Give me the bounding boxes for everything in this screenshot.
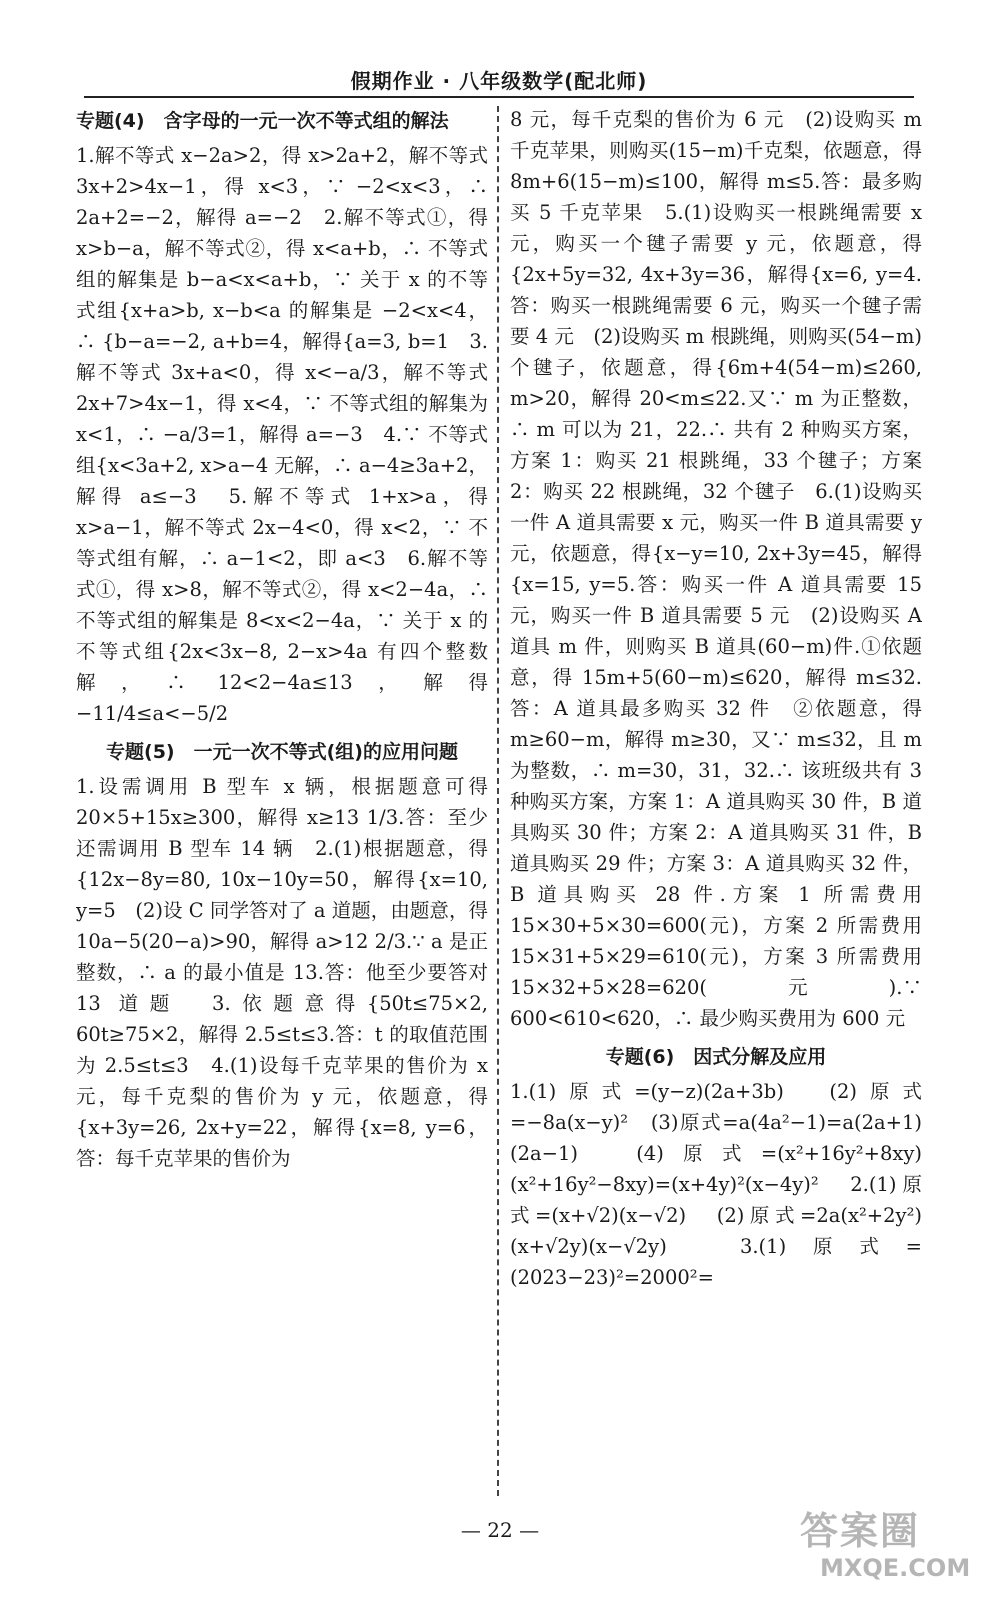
watermark-url: MXQE.COM xyxy=(820,1554,971,1582)
right-column xyxy=(510,104,922,1489)
watermark-logo-text: 答案圈 xyxy=(800,1509,921,1553)
section-5-body: 1.设需调用 B 型车 x 辆，根据题意可得 20×5+15x≥300，解得 x≥13 1/3.答：至少还需调用 B 型车 14 辆 2.(1)根据题意，得{12x−8y=80, 10x−10y=50，解得{x=10, y=5 (2)设 C 同学答对了 a 道题，由题意，得 10a−5(20−a)>90，解得 a>12 2/3.∵ a 是正整数，∴ a 的最小值是 13.答：他至少要答对 13 道题 3.依题意得{50t≤75×2, 60t≥75×2，解得 2.5≤t≤3.答：t 的取值范围为 2.5≤t≤3 4.(1)设每千克苹果的售价为 x 元，每千克梨的售价为 y 元，依题意，得{x+3y=26, 2x+y=22，解得{x=8, y=6，答：每千克苹果的售价为 xyxy=(76,775,488,1170)
header-title: 假期作业 · 八年级数学(配北师) xyxy=(350,69,648,93)
page-number: — 22 — xyxy=(460,1518,540,1542)
section-title-6: 专题(6) 因式分解及应用 xyxy=(605,1046,827,1068)
section-4-body: 1.解不等式 x−2a>2，得 x>2a+2，解不等式 3x+2>4x−1，得 x<3，∵ −2<x<3，∴ 2a+2=−2，解得 a=−2 2.解不等式①，得 x>b−a，解不等式②，得 x<a+b，∴ 不等式组的解集是 b−a<x<a+b，∵ 关于 x 的不等式组{x+a>b, x−b<a 的解集是 −2<x<4，∴ {b−a=−2, a+b=4，解得{a=3, b=1 3.解不等式 3x+a<0，得 x<−a/3，解不等式 2x+7>4x−1，得 x<4，∵ 不等式组的解集为 x<1，∴ −a/3=1，解得 a=−3 4.∵ 不等式组{x<3a+2, x>a−4 无解，∴ a−4≥3a+2，解得 a≤−3 5.解不等式 1+x>a，得 x>a−1，解不等式 2x−4<0，得 x<2，∵ 不等式组有解，∴ a−1<2，即 a<3 6.解不等式①，得 x>8，解不等式②，得 x<2−4a，∴ 不等式组的解集是 8<x<2−4a，∵ 关于 x 的不等式组{2x<3x−8, 2−x>4a 有四个整数解，∴ 12<2−4a≤13，解得 −11/4≤a<−5/2 xyxy=(76,144,488,725)
column-divider xyxy=(497,106,499,1496)
section-title-4: 专题(4) 含字母的一元一次不等式组的解法 xyxy=(76,110,449,132)
left-column xyxy=(76,104,488,1489)
section-5-continued-body: 8 元，每千克梨的售价为 6 元 (2)设购买 m 千克苹果，则购买(15−m)千克梨，依题意，得 8m+6(15−m)≤100，解得 m≤5.答：最多购买 5 千克苹果 5.(1)设购买一根跳绳需要 x 元，购买一个毽子需要 y 元，依题意，得{2x+5y=32, 4x+3y=36，解得{x=6, y=4.答：购买一根跳绳需要 6 元，购买一个毽子需要 4 元 (2)设购买 m 根跳绳，则购买(54−m)个毽子，依题意，得{6m+4(54−m)≤260, m>20，解得 20<m≤22.又∵ m 为正整数，∴ m 可以为 21，22.∴ 共有 2 种购买方案，方案 1：购买 21 根跳绳，33 个毽子；方案 2：购买 22 根跳绳，32 个毽子 6.(1)设购买一件 A 道具需要 x 元，购买一件 B 道具需要 y 元，依题意，得{x−y=10, 2x+3y=45，解得{x=15, y=5.答：购买一件 A 道具需要 15 元，购买一件 B 道具需要 5 元 (2)设购买 A 道具 m 件，则购买 B 道具(60−m)件.①依题意，得 15m+5(60−m)≤620，解得 m≤32.答：A 道具最多购买 32 件 ②依题意，得 m≥60−m，解得 m≥30，又∵ m≤32，且 m 为整数，∴ m=30，31，32.∴ 该班级共有 3 种购买方案，方案 1：A 道具购买 30 件，B 道具购买 30 件；方案 2：A 道具购买 31 件，B 道具购买 29 件；方案 3：A 道具购买 32 件，B 道具购买 28 件.方案 1 所需费用 15×30+5×30=600(元)，方案 2 所需费用 15×31+5×29=610(元)，方案 3 所需费用 15×32+5×28=620(元).∵ 600<610<620，∴ 最少购买费用为 600 元 xyxy=(510,108,922,1030)
page-header xyxy=(84,68,914,98)
watermark-logo xyxy=(800,1508,990,1590)
section-6-body: 1.(1)原式=(y−z)(2a+3b) (2)原式=−8a(x−y)² (3)原式=a(4a²−1)=a(2a+1)(2a−1) (4)原式=(x²+16y²+8xy)(x²+16y²−8xy)=(x+4y)²(x−4y)² 2.(1)原式=(x+√2)(x−√2) (2)原式=2a(x²+2y²)(x+√2y)(x−√2y) 3.(1)原式=(2023−23)²=2000²= xyxy=(510,1080,922,1289)
section-title-5: 专题(5) 一元一次不等式(组)的应用问题 xyxy=(106,741,458,763)
